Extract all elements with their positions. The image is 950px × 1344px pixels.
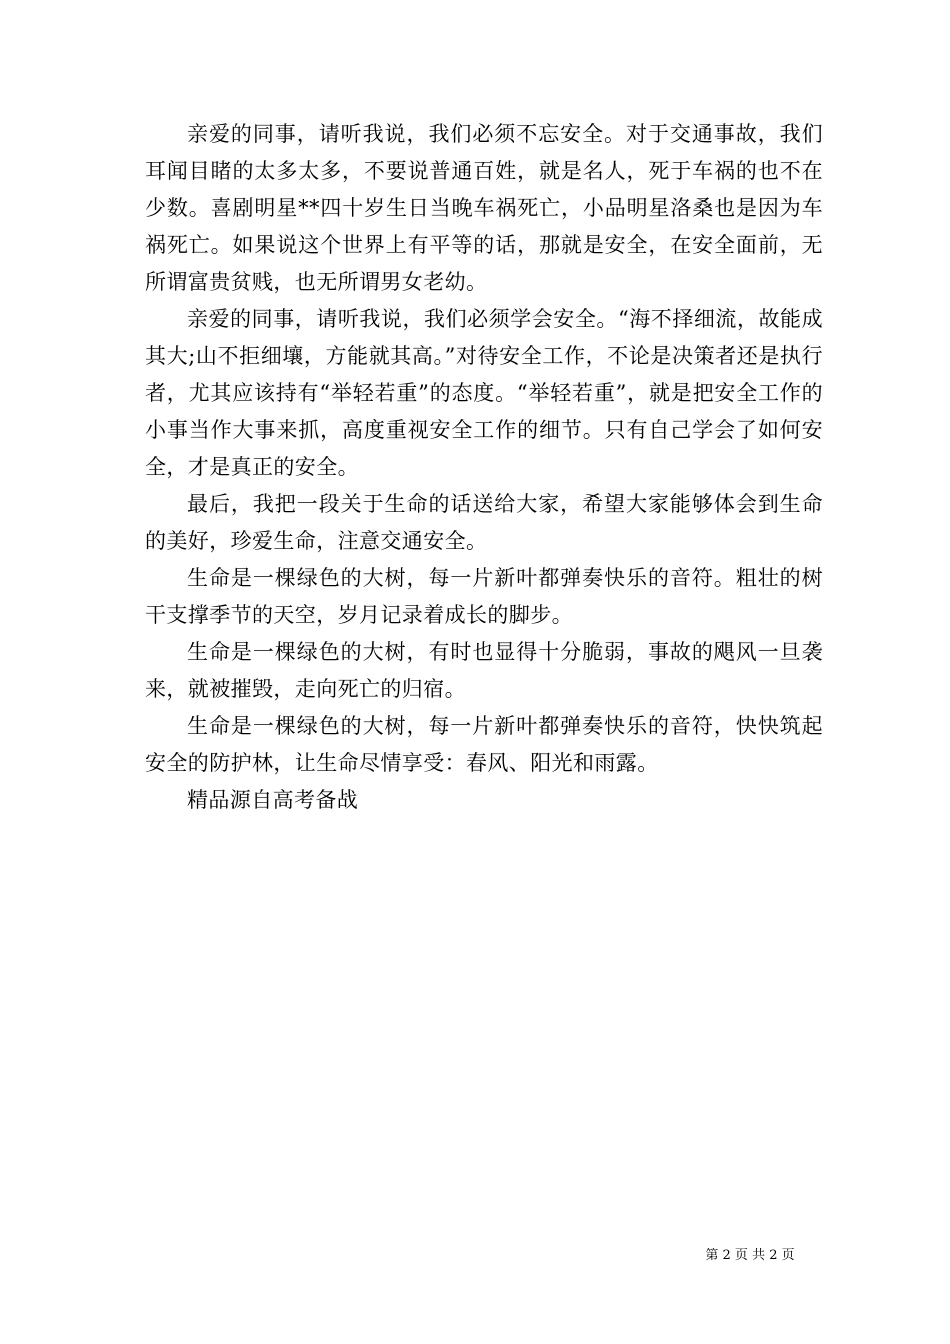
paragraph-2: 亲爱的同事，请听我说，我们必须学会安全。“海不择细流，故能成其大;山不拒细壤，方能就其高。”对待安全工作，不论是决策者还是执行者，尤其应该持有“举轻若重”的态度。“举轻若重”，就是把安全工作的小事当作大事来抓，高度重视安全工作的细节。只有自己学会了如何安全，才是真正的安全。 [145,307,823,479]
paragraph-3: 最后，我把一段关于生命的话送给大家，希望大家能够体会到生命的美好，珍爱生命，注意交通安全。 [145,492,823,553]
document-body [145,116,823,819]
paragraph-5: 生命是一棵绿色的大树，有时也显得十分脆弱，事故的飓风一旦袭来，就被摧毁，走向死亡的归宿。 [145,640,823,701]
paragraph-1: 亲爱的同事，请听我说，我们必须不忘安全。对于交通事故，我们耳闻目睹的太多太多，不要说普通百姓，就是名人，死于车祸的也不在少数。喜剧明星**四十岁生日当晚车祸死亡，小品明星洛桑也是因为车祸死亡。如果说这个世界上有平等的话，那就是安全，在安全面前，无所谓富贵贫贱，也无所谓男女老幼。 [145,122,823,294]
paragraph-4: 生命是一棵绿色的大树，每一片新叶都弹奏快乐的音符。粗壮的树干支撑季节的天空，岁月记录着成长的脚步。 [145,566,823,627]
page-number-footer: 第 2 页 共 2 页 [705,1248,795,1263]
paragraph-source-note: 精品源自高考备战 [187,788,359,812]
paragraph-6: 生命是一棵绿色的大树，每一片新叶都弹奏快乐的音符，快快筑起安全的防护林，让生命尽情享受：春风、阳光和雨露。 [145,714,823,775]
